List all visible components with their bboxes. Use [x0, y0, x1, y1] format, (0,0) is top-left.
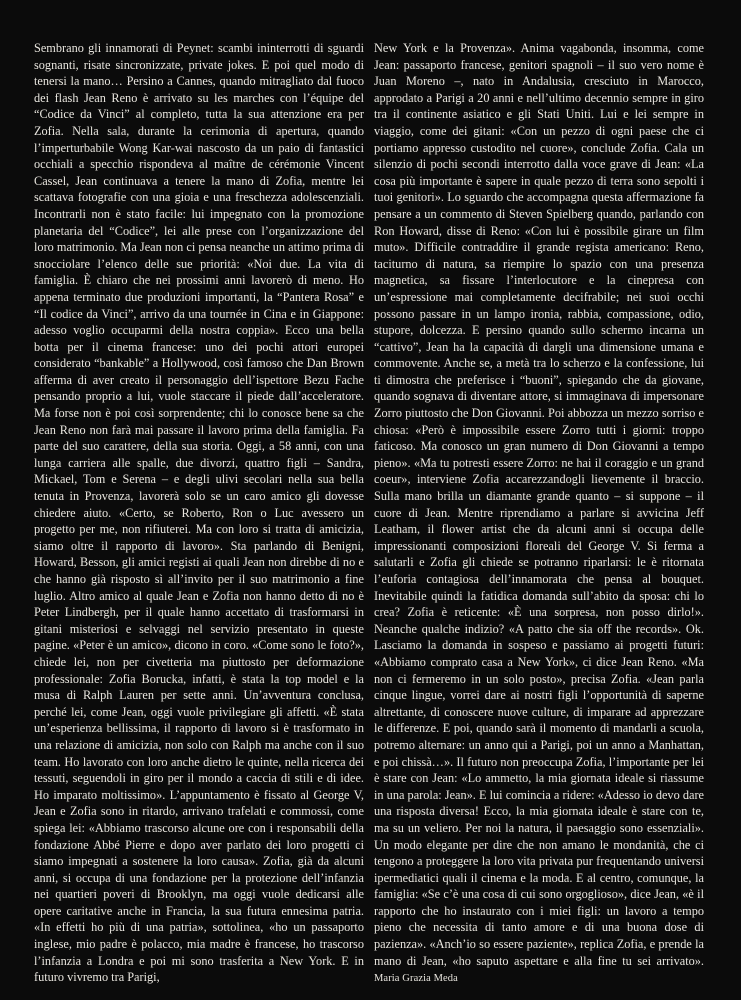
author-signature: Maria Grazia Meda	[374, 973, 458, 985]
article-body-right-text: New York e la Provenza». Anima vagabonda, insomma, come Jean: passaporto francese, genitori spagnoli – il suo vero nome è Juan Moreno –, nato in Andalusia, cresciuto in Marocco, approdato a Parigi a 20 anni e nell’ultimo decennio sempre in giro tra il continente asiatico e gli Stati Uniti. Lui e lei sempre in viaggio, come dei gitani: «Con un pezzo di ogni paese che ci portiamo appresso custodito nel cuore», conclude Zofia. Cala un silenzio di pochi secondi interrotto dalla voce grave di Jean: «La cosa più importante è sapere in quale pezzo di terra sono sepolti i tuoi genitori». Lo sguardo che accompagna questa affermazione fa pensare a un commento di Steven Spielberg quando, parlando con Ron Howard, disse di Reno: «Con lui è possibile girare un film muto». Difficile contraddire il grande regista americano: Reno, taciturno di natura, sa riempire lo spazio con una presenza magnetica, sa fissare l’interlocutore e la cinepresa con un’espressione mai completamente decifrabile; nei suoi occhi possono passare in un lampo ironia, rabbia, compassione, odio, stupore, dolcezza. E persino quando sullo schermo incarna un “cattivo”, Jean ha la capacità di dargli una dimensione umana e commovente. Anche se, a metà tra lo scherzo e la confessione, lui ti dimostra che preferisce i “buoni”, spiegando che da giovane, quando sognava di diventare attore, si immaginava di impersonare Zorro piuttosto che Don Giovanni. Poi abbozza un mezzo sorriso e chiosa: «Però è impossibile essere Zorro tutti i giorni: troppo faticoso. Ma conosco un gran numero di Don Giovanni a tempo pieno». «Ma tu potresti essere Zorro: ne hai il coraggio e un grand coeur», interviene Zofia accarezzandogli lievemente il braccio. Sulla mano brilla un diamante grande quanto – si suppone – il cuore di Jean. Mentre riprendiamo a parlare si avvicina Jeff Leatham, il flower artist che da alcuni anni si occupa delle impressionanti composizioni floreali del George V. Si ferma a salutarli e Zofia gli chiede se potranno riparlarsi: le è ritornata l’euforia contagiosa dell’innamorata che pensa al bouquet. Inevitabile quindi la fatidica domanda sull’abito da sposa: chi lo crea? Zofia è reticente: «È una sorpresa, non posso dirlo!». Neanche qualche indizio? «A patto che sia off the records». Ok. Lasciamo la domanda in sospeso e passiamo ai progetti futuri: «Abbiamo comprato casa a New York», ci dice Jean Reno. «Ma non ci fermeremo in un solo posto», precisa Zofia. «Jean parla cinque lingue, vorrei dare ai nostri figli l’opportunità di saperne altrettante, di conoscere nuove culture, di imparare ad apprezzare le differenze. E poi, quando sarà il momento di mandarli a scuola, potremo alternare: un anno qui a Parigi, poi un anno a Manhattan, e poi chissà…». Il futuro non preoccupa Zofia, l’importante per lei è stare con Jean: «Lo ammetto, la mia giornata ideale si riassume in una parola: Jean». E lui comincia a ridere: «Adesso io devo dare una risposta diversa! Ecco, la mia giornata ideale è stare con te, ma su un veliero. Per noi la natura, il paesaggio sono essenziali». Un modo elegante per dire che non amano le mondanità, che ci tengono a proteggere la loro vita privata pur frequentando universi ipermediatici quali il cinema e la moda. E al centro, comunque, la famiglia: «Se c’è una cosa di cui sono orgoglioso», dice Jean, «è il rapporto che ho instaurato con i miei figli: un lavoro a tempo pieno che necessita di tanto amore e di una buona dose di pazienza». «Anch’io so essere paziente», replica Zofia, e prende la mano di Jean, «ho saputo aspettare e alla fine tu sei arrivato».	[374, 41, 704, 968]
article-body-right	[374, 40, 704, 988]
text-column-right	[374, 40, 704, 988]
text-column-left	[34, 40, 364, 986]
article-body-left: Sembrano gli innamorati di Peynet: scambi ininterrotti di sguardi sognanti, risate sincronizzate, private jokes. E poi quel modo di tenersi la mano… Persino a Cannes, quando mitragliato dal fuoco dei flash Jean Reno è arrivato su les marches con l’équipe del “Codice da Vinci” al completo, tutta la sua attenzione era per Zofia. Nella sala, durante la cerimonia di apertura, quando l’imperturbabile Wong Kar-wai nascosto da un paio di fantastici occhiali a specchio rispondeva al maître de cérémonie Vincent Cassel, Jean continuava a tenere la mano di Zofia, mentre lei scattava fotografie con una gioia e una freschezza adolescenziali. Incontrarli non è stato facile: lui impegnato con la promozione planetaria del “Codice”, lei alle prese con l’organizzazione del loro matrimonio. Ma Jean non ci pensa neanche un attimo prima di snocciolare l’elenco delle sue priorità: «Noi due. La vita di famiglia. È chiaro che nei prossimi anni lavorerò di meno. Ho appena terminato due produzioni importanti, la “Pantera Rosa” e “Il codice da Vinci”, arrivo da una tournée in Cina e in Giappone: adesso voglio occuparmi della nostra coppia». Ecco una bella botta per il cinema francese: uno dei pochi attori europei considerato “bankable” a Hollywood, così famoso che Dan Brown afferma di aver creato il personaggio dell’ispettore Bezu Fache pensando proprio a lui, vuole staccare il piede dall’acceleratore. Ma forse non è poi così sorprendente; chi lo conosce bene sa che Jean Reno non farà mai passare il lavoro prima della famiglia. Fa parte del suo carattere, della sua storia. Oggi, a 58 anni, con una lunga carriera alle spalle, due divorzi, quattro figli – Sandra, Mickael, Tom e Serena – e degli ulivi secolari nella sua bella tenuta in Provenza, lavorerà solo se un caro amico gli dovesse chiedere aiuto. «Certo, se Roberto, Ron o Luc avessero un progetto per me, non rifiuterei. Ma con loro si tratta di amicizia, siamo oltre il rapporto di lavoro». Sta parlando di Benigni, Howard, Besson, gli amici registi ai quali Jean non direbbe di no e che hanno già risposto sì all’invito per il suo matrimonio a fine luglio. Altro amico al quale Jean e Zofia non hanno detto di no è Peter Lindbergh, per il quale hanno accettato di trasformarsi in gitani misteriosi e selvaggi nel servizio presentato in queste pagine. «Peter è un amico», dicono in coro. «Come sono le foto?», chiede lei, non per civetteria ma piuttosto per deformazione professionale: Zofia Borucka, infatti, è stata la top model e la musa di Ralph Lauren per sette anni. Un’avventura conclusa, perché lei, come Jean, oggi vuole privilegiare gli affetti. «È stata un’esperienza bellissima, il rapporto di lavoro si è trasformato in una relazione di amicizia, non solo con Ralph ma anche con il suo team. Ho lavorato con loro anche dietro le quinte, nella ricerca dei tessuti, seguendoli in giro per il mondo a caccia di stili e di idee. Ho imparato moltissimo». L’appuntamento è fissato al George V, Jean e Zofia sono in ritardo, arrivano trafelati e commossi, come spiega lei: «Abbiamo trascorso alcune ore con i responsabili della fondazione Abbé Pierre e dopo aver parlato dei loro progetti ci siamo impegnati a sostenere la loro causa». Zofia, già da alcuni anni, si occupa di una fondazione per la protezione dell’infanzia nei quartieri poveri di Brooklyn, ma oggi vuole dedicarsi alle opere caritative anche in Francia, la sua futura ennesima patria. «In effetti ho più di una patria», sottolinea, «ho un passaporto inglese, mio padre è polacco, mia madre è francese, ho trascorso l’infanzia a Londra e poi mi sono trasferita a New York. E in futuro vivremo tra Parigi,	[34, 41, 364, 985]
